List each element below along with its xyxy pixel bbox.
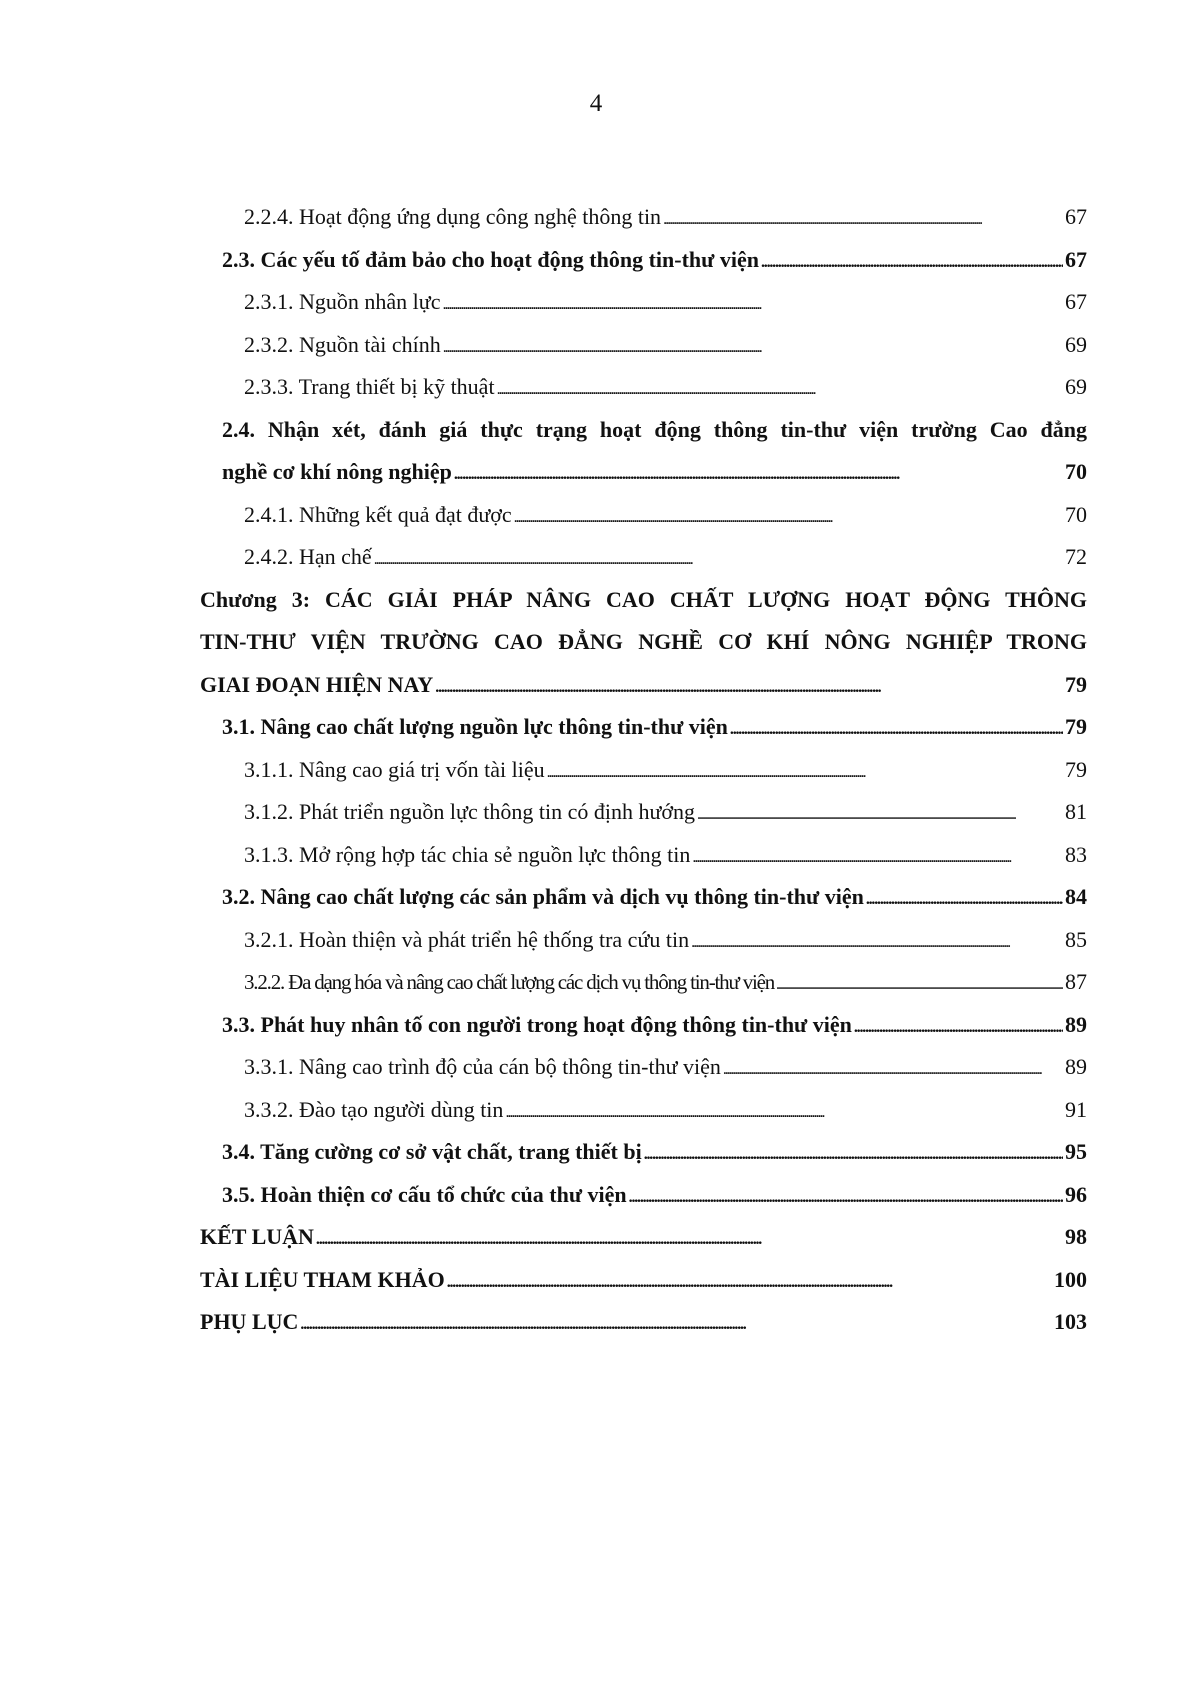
dot-leader [547, 749, 1063, 795]
dot-leader [505, 1089, 1063, 1135]
toc-entry-title: 3.5. Hoàn thiện cơ cấu tổ chức của thư viện [222, 1181, 627, 1207]
toc-page-number: 87 [1065, 969, 1087, 994]
toc-page-number: 67 [1065, 246, 1087, 272]
toc-entry-2-4-2[interactable] [200, 536, 1087, 579]
toc-page-number: 79 [1065, 671, 1087, 697]
toc-entry-title: 3.2. Nâng cao chất lượng các sản phẩm và dịch vụ thông tin-thư viện [222, 884, 864, 909]
toc-entry-appendix[interactable] [200, 1301, 1087, 1344]
toc-page-number: 95 [1065, 1139, 1087, 1164]
toc-entry-title: 3.1.3. Mở rộng hợp tác chia sẻ nguồn lực thông tin [244, 841, 691, 867]
dot-leader [644, 1131, 1063, 1177]
toc-entry-3-5[interactable] [200, 1174, 1087, 1217]
toc-entry-3-3[interactable] [200, 1004, 1087, 1047]
toc-entry-title: 3.4. Tăng cường cơ sở vật chất, trang thiết bị [222, 1139, 642, 1164]
toc-entry-title: 2.3.3. Trang thiết bị kỹ thuật [244, 374, 495, 399]
toc-chapter-3-line1[interactable]: Chương 3: CÁC GIẢI PHÁP NÂNG CAO CHẤT LƯỢNG HOẠT ĐỘNG THÔNG [200, 586, 1087, 612]
dot-leader [316, 1216, 1063, 1262]
toc-entry-3-1-1[interactable] [200, 749, 1087, 792]
toc-entry-title: nghề cơ khí nông nghiệp [222, 459, 452, 484]
toc-entry-3-2-1[interactable] [200, 919, 1087, 962]
toc-entry-3-1[interactable] [200, 706, 1087, 749]
dot-leader [514, 494, 1063, 540]
table-of-contents [200, 196, 1087, 1344]
toc-page-number: 70 [1065, 501, 1087, 527]
toc-page-number: 79 [1065, 756, 1087, 782]
toc-entry-2-3-3[interactable] [200, 366, 1087, 409]
dot-leader [447, 1259, 1052, 1305]
dot-leader [692, 834, 1063, 880]
page-number: 4 [589, 90, 603, 117]
toc-page-number: 91 [1065, 1096, 1087, 1122]
dot-leader [854, 1004, 1063, 1050]
toc-entry-title: 3.1.1. Nâng cao giá trị vốn tài liệu [244, 756, 545, 782]
toc-entry-references[interactable] [200, 1259, 1087, 1302]
toc-page-number: 100 [1054, 1266, 1087, 1292]
toc-entry-title: 3.3. Phát huy nhân tố con người trong hoạt động thông tin-thư viện [222, 1011, 852, 1037]
dot-leader [776, 961, 1063, 1007]
toc-page-number: 70 [1065, 459, 1087, 484]
toc-entry-title: 2.4.2. Hạn chế [244, 544, 372, 569]
toc-entry-2-3-1[interactable] [200, 281, 1087, 324]
dot-leader [435, 664, 1063, 710]
toc-entry-3-2[interactable] [200, 876, 1087, 919]
dot-leader [663, 196, 1063, 242]
toc-page-number: 69 [1065, 331, 1087, 357]
dot-leader [300, 1301, 1052, 1347]
toc-entry-title: 3.3.2. Đào tạo người dùng tin [244, 1096, 504, 1122]
toc-page-number: 98 [1065, 1224, 1087, 1249]
toc-entry-title: 2.4.1. Những kết quả đạt được [244, 501, 512, 527]
toc-entry-title: 3.1.2. Phát triển nguồn lực thông tin có định hướng [244, 799, 695, 824]
dot-leader [691, 919, 1063, 965]
toc-entry-2-4[interactable] [200, 451, 1087, 494]
dot-leader [374, 536, 1063, 582]
dot-leader [442, 281, 1063, 327]
toc-entry-conclusion[interactable] [200, 1216, 1087, 1259]
toc-chapter-3-line2[interactable]: TIN-THƯ VIỆN TRƯỜNG CAO ĐẲNG NGHỀ CƠ KHÍ NÔNG NGHIỆP TRONG [200, 629, 1087, 654]
toc-chapter-3[interactable] [200, 664, 1087, 707]
toc-page-number: 67 [1065, 289, 1087, 314]
toc-entry-title: KẾT LUẬN [200, 1224, 314, 1249]
toc-entry-2-3[interactable] [200, 239, 1087, 282]
toc-entry-3-3-2[interactable] [200, 1089, 1087, 1132]
toc-page-number: 79 [1065, 714, 1087, 739]
toc-page-number: 67 [1065, 204, 1087, 229]
dot-leader [454, 451, 1063, 497]
dot-leader [866, 876, 1063, 922]
toc-page-number: 103 [1054, 1309, 1087, 1334]
dot-leader [730, 706, 1063, 752]
dot-leader [443, 324, 1063, 370]
toc-page-number: 84 [1065, 884, 1087, 909]
toc-entry-title: 3.3.1. Nâng cao trình độ của cán bộ thông tin-thư viện [244, 1054, 721, 1079]
toc-entry-title: GIAI ĐOẠN HIỆN NAY [200, 671, 434, 697]
toc-entry-title: 3.1. Nâng cao chất lượng nguồn lực thông tin-thư viện [222, 714, 728, 739]
toc-page-number: 83 [1065, 841, 1087, 867]
toc-entry-title: 2.3.1. Nguồn nhân lực [244, 289, 441, 314]
toc-page-number: 85 [1065, 926, 1087, 952]
dot-leader [497, 366, 1063, 412]
dot-leader [697, 791, 1063, 837]
toc-entry-title: PHỤ LỤC [200, 1309, 299, 1334]
toc-page-number: 69 [1065, 374, 1087, 399]
toc-entry-2-4-1[interactable] [200, 494, 1087, 537]
toc-entry-title: 2.3. Các yếu tố đảm bảo cho hoạt động thông tin-thư viện [222, 246, 759, 272]
toc-page-number: 72 [1065, 544, 1087, 569]
toc-entry-3-2-2[interactable] [200, 961, 1087, 1004]
toc-entry-3-1-3[interactable] [200, 834, 1087, 877]
toc-page-number: 81 [1065, 799, 1087, 824]
toc-entry-2-4-line1[interactable]: 2.4. Nhận xét, đánh giá thực trạng hoạt động thông tin-thư viện trường Cao đẳng [222, 416, 1087, 442]
toc-entry-2-3-2[interactable] [200, 324, 1087, 367]
toc-entry-3-4[interactable] [200, 1131, 1087, 1174]
toc-entry-title: 2.2.4. Hoạt động ứng dụng công nghệ thông tin [244, 204, 662, 229]
toc-entry-2-2-4[interactable] [200, 196, 1087, 239]
toc-entry-3-3-1[interactable] [200, 1046, 1087, 1089]
toc-entry-3-1-2[interactable] [200, 791, 1087, 834]
dot-leader [629, 1174, 1063, 1220]
toc-entry-title: 2.3.2. Nguồn tài chính [244, 331, 441, 357]
toc-page-number: 96 [1065, 1181, 1087, 1207]
dot-leader [761, 239, 1063, 285]
toc-entry-title: 3.2.1. Hoàn thiện và phát triển hệ thống tra cứu tin [244, 926, 690, 952]
toc-entry-title: TÀI LIỆU THAM KHẢO [200, 1266, 445, 1292]
toc-page-number: 89 [1065, 1054, 1087, 1079]
dot-leader [723, 1046, 1063, 1092]
toc-page-number: 89 [1065, 1011, 1087, 1037]
toc-entry-title: 3.2.2. Đa dạng hóa và nâng cao chất lượng các dịch vụ thông tin-thư viện [244, 970, 775, 994]
